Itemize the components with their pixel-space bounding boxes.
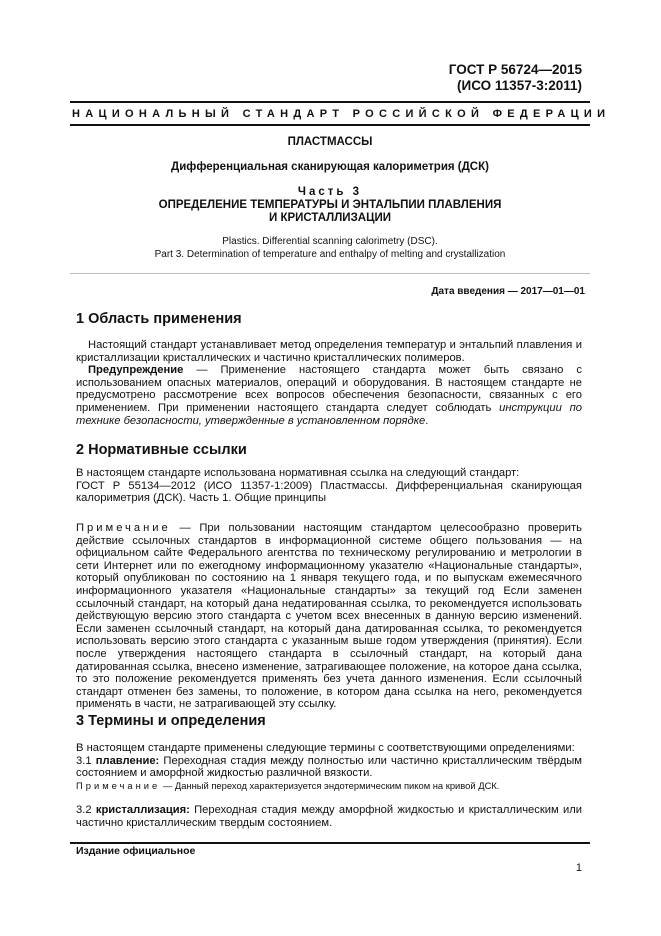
title-english-2: Part 3. Determination of temperature and enthalpy of melting and crystallization <box>154 249 506 260</box>
warning-italic: инструкции по технике безопасности, утвержденные в установленном порядке <box>76 401 582 427</box>
section-3-paragraph: В настоящем стандарте применены следующие термины с соответствующими определениями: <box>76 742 575 754</box>
section-1-warning <box>76 364 582 427</box>
top-rule <box>70 101 590 103</box>
banner-rule <box>70 124 590 126</box>
section-1-paragraph: Настоящий стандарт устанавливает метод определения температур и энтальпий плавления и кристаллизации кристаллических и частично кристаллических полимеров. <box>76 339 582 364</box>
section-2-body <box>76 467 582 505</box>
section-1-heading: 1 Область применения <box>76 311 242 327</box>
term-3-2 <box>76 804 582 829</box>
section-2-heading: 2 Нормативные ссылки <box>76 442 247 458</box>
footer-rule <box>70 842 590 844</box>
gost-number: ГОСТ Р 56724—2015 <box>448 62 582 77</box>
title-part: Часть 3 <box>297 186 363 198</box>
document-designation <box>449 62 582 94</box>
iso-number: (ИСО 11357-3:2011) <box>457 78 582 93</box>
title-divider <box>70 273 590 274</box>
title-sub: Дифференциальная сканирующая калориметрия (ДСК) <box>171 161 489 173</box>
warning-end: . <box>425 414 429 427</box>
national-standard-banner: НАЦИОНАЛЬНЫЙ СТАНДАРТ РОССИЙСКОЙ ФЕДЕРАЦИИ <box>72 108 611 120</box>
term-3-2-term: кристаллизация: <box>95 804 190 816</box>
title-part-line-2: И КРИСТАЛЛИЗАЦИИ <box>268 212 392 224</box>
title-english-1: Plastics. Differential scanning calorimetry (DSC). <box>222 236 438 247</box>
warning-label: Предупреждение <box>88 364 184 377</box>
section-2-note-text: — При пользовании настоящим стандартом целесообразно проверить действие ссылочных стандартов в информационной системе общего пользования — на официальном сайте Федерального агентства по техническому регулированию и метрологии в сети Интернет или по ежегодному информационному указателю «Национальные стандарты», который опубликован по состоянию на 1 января текущего года, и по выпускам ежемесячного информационного указателя «Национальные стандарты» за текущий год Если заменен ссылочный стандарт, на который дана недатированная ссылка, то рекомендуется использовать действующую версию этого стандарта с учетом всех внесенных в данную версию изменений. Если заменен ссылочный стандарт, на который дана датированная ссылка, то рекомендуется использовать версию этого стандарта с указанным выше годом утверждения (принятия). Если после утверждения настоящего стандарта в ссылочный стандарт, на который дана датированная ссылка, внесено изменение, затрагивающее положение, на которое дана ссылка, то это положение рекомендуется применять без учета данного изменения. Если ссылочный стандарт отменен без замены, то положение, в котором дана ссылка на него, рекомендуется применять в части, не затрагивающей эту ссылку. <box>76 522 582 711</box>
warning-text: — Применение настоящего стандарта может быть связано с использованием опасных материалов, операций и оборудования. В настоящем стандарте не предусмотрено рассмотрение всех вопросов обеспечения безопасности, связанных с его применением. При применении настоящего стандарта следует соблюдать <box>76 364 582 414</box>
term-3-1-note-label: Примечание <box>76 779 161 791</box>
introduction-date: Дата введения — 2017—01—01 <box>431 286 585 297</box>
page-number: 1 <box>575 862 582 874</box>
term-3-1-number: 3.1 <box>76 754 96 767</box>
term-3-2-block <box>76 804 582 829</box>
term-3-1-note <box>76 780 582 793</box>
section-3-heading: 3 Термины и определения <box>76 713 266 729</box>
term-3-1-definition: Переходная стадия между полностью или частично кристаллическим твёрдым состоянием и аморфной жидкостью различной вязкости. <box>76 754 582 780</box>
section-2-note <box>76 522 582 711</box>
section-2-paragraph-1: В настоящем стандарте использована нормативная ссылка на следующий стандарт: <box>76 467 520 479</box>
official-edition-label: Издание официальное <box>76 845 196 857</box>
term-3-2-definition: Переходная стадия между аморфной жидкостью и кристаллическим или частично кристаллическим твердым состоянием. <box>76 804 582 829</box>
term-3-1-note-text: — Данный переход характеризуется эндотермическим пиком на кривой ДСК. <box>160 779 500 791</box>
section-2-note-label: Примечание <box>76 522 171 534</box>
title-main: ПЛАСТМАССЫ <box>287 136 373 148</box>
term-3-1-term: плавление: <box>95 754 160 767</box>
section-1-body <box>76 339 582 427</box>
section-2-reference: ГОСТ Р 55134—2012 (ИСО 11357-1:2009) Пластмассы. Дифференциальная сканирующая калориметрия (ДСК). Часть 1. Общие принципы <box>76 479 582 505</box>
section-3-body <box>76 742 582 792</box>
term-3-2-number: 3.2 <box>76 804 96 816</box>
title-part-line-1: ОПРЕДЕЛЕНИЕ ТЕМПЕРАТУРЫ И ЭНТАЛЬПИИ ПЛАВЛЕНИЯ <box>158 199 502 211</box>
term-3-1 <box>76 755 582 780</box>
